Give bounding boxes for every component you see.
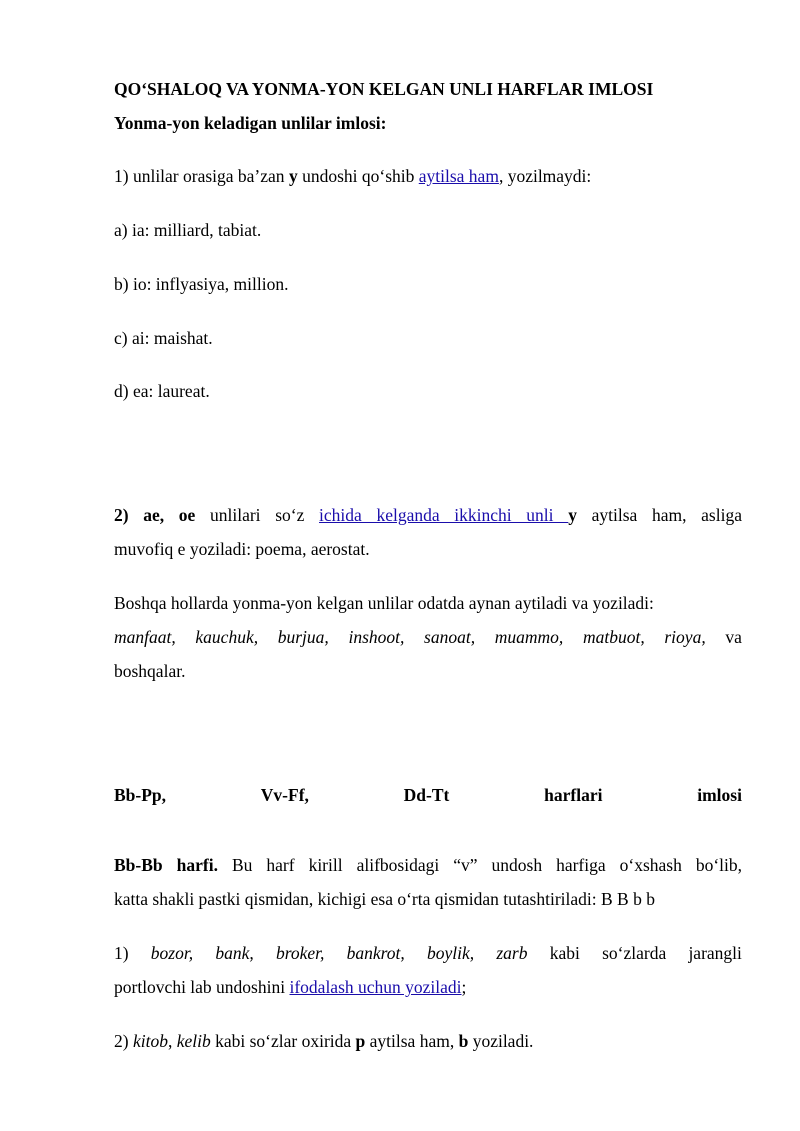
italic-example-word: boylik, [427, 943, 475, 963]
point-1-line-2: portlovchi lab undoshini ifodalash uchun yoziladi; [114, 977, 467, 997]
rule-2-line-2: muvofiq e yoziladi: poema, aerostat. [114, 539, 370, 559]
italic-example-word: inshoot, [348, 627, 405, 647]
point-1-line-1 [114, 936, 742, 970]
example-a: a) ia: milliard, tabiat. [114, 220, 262, 240]
other-words-line [114, 620, 742, 654]
point-number: 1) [114, 943, 129, 963]
example-c: c) ai: maishat. [114, 328, 213, 348]
point-2: 2) kitob, kelib kabi so‘zlar oxirida p aytilsa ham, b yoziladi. [114, 1031, 534, 1051]
italic-example-word: manfaat, [114, 627, 176, 647]
italic-example-word: bankrot, [346, 943, 405, 963]
link-ichida-kelganda[interactable]: ichida kelganda ikkinchi unli [319, 505, 569, 525]
example-d: d) ea: laureat. [114, 381, 210, 401]
word-va: va [725, 627, 742, 647]
italic-example-word: muammo, [494, 627, 564, 647]
italic-example-word: bozor, [150, 943, 194, 963]
point-text-word: kabi [549, 943, 580, 963]
link-ifodalash[interactable]: ifodalash uchun yoziladi [289, 977, 462, 997]
italic-example-word: rioya, [664, 627, 706, 647]
point-text-word: jarangli [688, 943, 742, 963]
italic-example-word: bank, [215, 943, 254, 963]
italic-example-word: sanoat, [424, 627, 476, 647]
bb-line-1: Bb-Bb harfi. Bu harf kirill alifbosidagi “v” undosh harfiga o‘xshash bo‘lib, [114, 855, 743, 875]
example-b: b) io: inflyasiya, million. [114, 274, 289, 294]
heading-word: imlosi [697, 785, 742, 805]
link-aytilsa-ham[interactable]: aytilsa ham [418, 166, 499, 186]
italic-example-word: matbuot, [582, 627, 645, 647]
heading-word: Bb-Pp, [114, 785, 167, 805]
heading-word: harflari [544, 785, 603, 805]
rule-1: 1) unlilar orasiga ba’zan y undoshi qo‘shib aytilsa ham, yozilmaydi: [114, 166, 592, 186]
rule-2-line-1: 2) ae, oe unlilari so‘z ichida kelganda ikkinchi unli y aytilsa ham, asliga [114, 505, 742, 525]
other-line-3: boshqalar. [114, 661, 186, 681]
section-subtitle: Yonma-yon keladigan unlilar imlosi: [114, 113, 387, 133]
italic-example-word: broker, [275, 943, 325, 963]
section-heading [114, 778, 742, 812]
other-line-1: Boshqa hollarda yonma-yon kelgan unlilar odatda aynan aytiladi va yoziladi: [114, 593, 654, 613]
point-text-word: so‘zlarda [602, 943, 667, 963]
italic-example-word: zarb [496, 943, 528, 963]
italic-example-word: kauchuk, [195, 627, 259, 647]
bb-line-2: katta shakli pastki qismidan, kichigi esa o‘rta qismidan tutashtiriladi: B B b b [114, 889, 655, 909]
document-title: QO‘SHALOQ VA YONMA-YON KELGAN UNLI HARFLAR IMLOSI [114, 79, 654, 99]
heading-word: Vv-Ff, [260, 785, 309, 805]
italic-example-word: burjua, [277, 627, 329, 647]
heading-word: Dd-Tt [403, 785, 450, 805]
